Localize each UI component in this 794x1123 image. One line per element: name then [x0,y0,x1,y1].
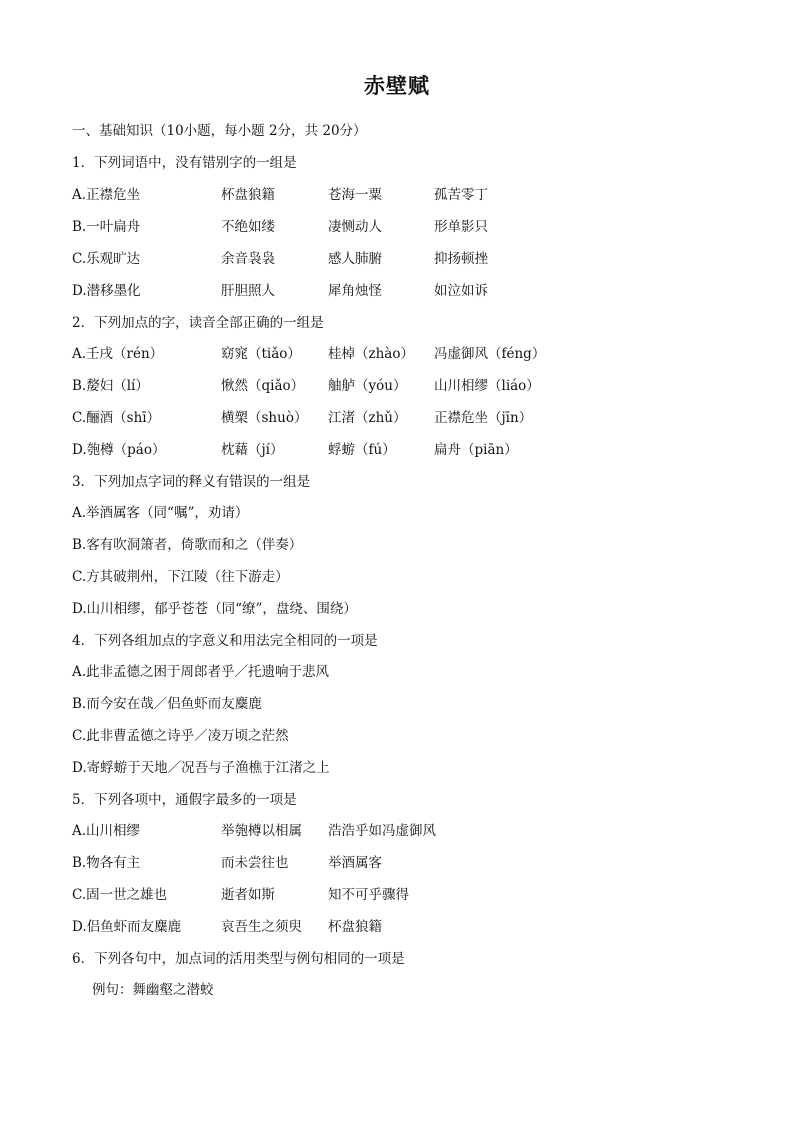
option-cell: 江渚（zhǔ） [328,410,407,426]
option-cell: B.嫠妇（lí） [72,378,149,394]
option-cell: B.物各有主 [72,855,141,871]
option-cell: 如泣如诉 [434,283,488,299]
question-5-stem: 5．下列各项中，通假字最多的一项是 [72,792,297,808]
question-1-stem: 1．下列词语中，没有错别字的一组是 [72,155,297,171]
option-cell: 肝胆照人 [221,283,275,299]
question-4-stem: 4．下列各组加点的字意义和用法完全相同的一项是 [72,633,378,649]
option-cell: 凄恻动人 [328,219,382,235]
option-cell: C.乐观旷达 [72,251,141,267]
option-cell: 正襟危坐（jīn） [434,410,533,426]
option-cell: D.潜移墨化 [72,283,141,299]
option-cell: 愀然（qiǎo） [221,378,305,394]
option-cell: 扁舟（piān） [434,442,518,458]
question-4-option-b: B.而今安在哉／侣鱼虾而友麋鹿 [72,696,262,712]
option-cell: 窈窕（tiǎo） [221,346,301,362]
question-3-option-a: A.举酒属客（同“嘱”，劝请） [72,505,249,521]
option-cell: A.正襟危坐 [72,187,141,203]
option-cell: 举酒属客 [328,855,382,871]
question-2-stem: 2．下列加点的字，读音全部正确的一组是 [72,315,324,331]
option-cell: 杯盘狼籍 [328,919,382,935]
option-cell: B.一叶扁舟 [72,219,141,235]
option-cell: 舳舻（yóu） [328,378,407,394]
option-cell: 枕藉（jí） [221,442,284,458]
option-cell: 蜉蝣（fú） [328,442,396,458]
question-4-option-d: D.寄蜉蝣于天地／况吾与子渔樵于江渚之上 [72,760,330,776]
option-cell: 孤苦零丁 [434,187,488,203]
question-6-stem: 6．下列各句中，加点词的活用类型与例句相同的一项是 [72,951,405,967]
option-cell: 不绝如缕 [221,219,275,235]
option-cell: 横槊（shuò） [221,410,308,426]
question-3-option-d: D.山川相缪，郁乎苍苍（同“缭”，盘绕、围绕） [72,601,357,617]
option-cell: 余音袅袅 [221,251,275,267]
option-cell: 哀吾生之须臾 [221,919,302,935]
option-cell: 举匏樽以相属 [221,823,302,839]
option-cell: D.匏樽（páo） [72,442,166,458]
option-cell: 杯盘狼籍 [221,187,275,203]
option-cell: 知不可乎骤得 [328,887,409,903]
question-4-option-a: A.此非孟德之困于周郎者乎／托遗响于悲风 [72,664,330,680]
section-heading: 一、基础知识（10小题，每小题 2分，共 20分） [72,123,367,139]
option-cell: 犀角烛怪 [328,283,382,299]
option-cell: C.酾酒（shī） [72,410,161,426]
question-6-example: 例句：舞幽壑之潜蛟 [92,982,214,998]
question-4-option-c: C.此非曹孟德之诗乎／凌万顷之茫然 [72,728,289,744]
option-cell: D.侣鱼虾而友麋鹿 [72,919,182,935]
document-title: 赤壁赋 [364,73,430,98]
option-cell: 冯虚御风（féng） [434,346,546,362]
option-cell: 形单影只 [434,219,488,235]
option-cell: 山川相缪（liáo） [434,378,540,394]
option-cell: A.山川相缪 [72,823,141,839]
option-cell: A.壬戌（rén） [72,346,164,362]
option-cell: 苍海一粟 [328,187,382,203]
question-3-option-c: C.方其破荆州，下江陵（往下游走） [72,569,289,585]
option-cell: 浩浩乎如冯虚御风 [328,823,436,839]
option-cell: 桂棹（zhào） [328,346,414,362]
option-cell: C.固一世之雄也 [72,887,168,903]
option-cell: 而未尝往也 [221,855,289,871]
option-cell: 抑扬顿挫 [434,251,488,267]
question-3-option-b: B.客有吹洞箫者，倚歌而和之（伴奏） [72,537,303,553]
option-cell: 感人肺腑 [328,251,382,267]
option-cell: 逝者如斯 [221,887,275,903]
question-3-stem: 3．下列加点字词的释义有错误的一组是 [72,474,311,490]
